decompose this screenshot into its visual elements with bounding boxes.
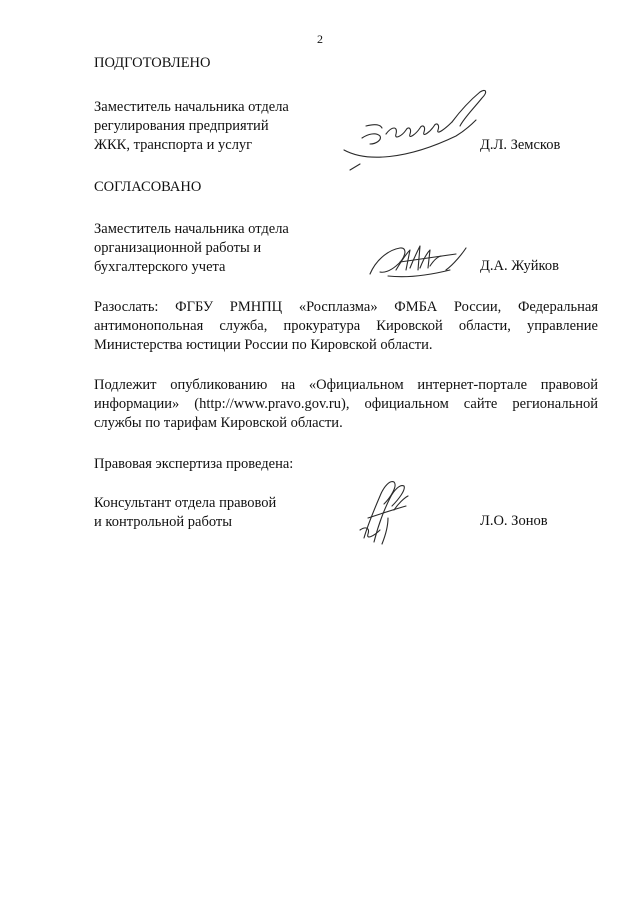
publication-paragraph [94, 376, 598, 433]
agreed-position-line-1: Заместитель начальника отдела [94, 221, 289, 237]
publication-line-3: службы по тарифам Кировской области. [94, 415, 343, 431]
prepared-position [94, 98, 354, 155]
prepared-heading: ПОДГОТОВЛЕНО [94, 55, 211, 71]
prepared-position-line-1: Заместитель начальника отдела [94, 99, 289, 115]
legal-review-position [94, 494, 354, 532]
legal-review-position-line-1: Консультант отдела правовой [94, 495, 277, 511]
agreed-position-line-3: бухгалтерского учета [94, 259, 226, 275]
distribution-paragraph [94, 298, 598, 355]
agreed-heading: СОГЛАСОВАНО [94, 179, 202, 195]
agreed-name: Д.А. Жуйков [480, 258, 559, 274]
distribution-line-2: антимонопольная служба, прокуратура Кировской области, управление [94, 318, 598, 334]
distribution-line-3: Министерства юстиции России по Кировской области. [94, 337, 433, 353]
prepared-position-line-2: регулирования предприятий [94, 118, 269, 134]
signature-zhuykov [366, 240, 474, 282]
legal-review-name: Л.О. Зонов [480, 513, 548, 529]
publication-line-1: Подлежит опубликованию на «Официальном интернет-портале правовой [94, 377, 598, 393]
signature-zonov [354, 474, 414, 546]
page-number: 2 [317, 32, 323, 46]
legal-review-text: Правовая экспертиза проведена: [94, 456, 294, 472]
publication-line-2: информации» (http://www.pravo.gov.ru), официальном сайте региональной [94, 396, 598, 412]
legal-review-position-line-2: и контрольной работы [94, 514, 232, 530]
agreed-position-line-2: организационной работы и [94, 240, 262, 256]
distribution-line-1: Разослать: ФГБУ РМНПЦ «Росплазма» ФМБА России, Федеральная [94, 299, 598, 315]
prepared-position-line-3: ЖКК, транспорта и услуг [94, 137, 253, 153]
agreed-position [94, 220, 354, 277]
prepared-name: Д.Л. Земсков [480, 137, 561, 153]
signature-zemskov [336, 80, 496, 172]
